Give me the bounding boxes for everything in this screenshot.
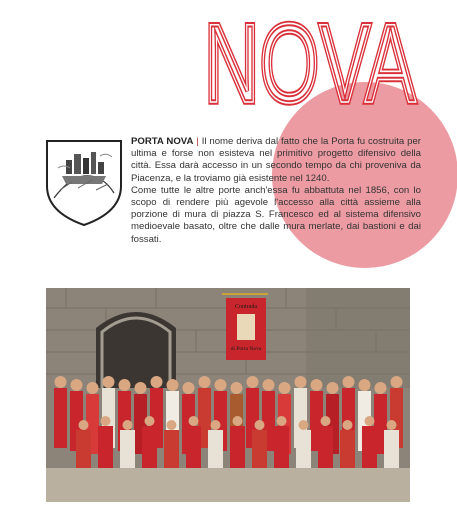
crowd-head <box>135 382 147 394</box>
crowd-child <box>384 430 399 472</box>
crowd-child-head <box>343 420 353 430</box>
crowd-child <box>208 430 223 472</box>
crowd-head <box>215 379 227 391</box>
crowd-child-head <box>255 420 265 430</box>
crowd-child-head <box>299 420 309 430</box>
crowd-child-head <box>233 416 243 426</box>
crowd-head <box>359 379 371 391</box>
crowd-figure <box>54 388 67 448</box>
crowd-head <box>87 382 99 394</box>
crowd-child-head <box>101 416 111 426</box>
crowd-child-head <box>79 420 89 430</box>
banner-line-2: di Porta Nova <box>230 346 262 352</box>
crowd-child <box>120 430 135 472</box>
crowd-head <box>279 382 291 394</box>
crowd-head <box>119 379 131 391</box>
crowd-child <box>252 430 267 472</box>
separator: | <box>196 136 199 147</box>
crowd-head <box>103 376 115 388</box>
crowd-head <box>183 382 195 394</box>
crowd-child <box>296 430 311 472</box>
crowd-child <box>98 426 113 468</box>
crowd-child <box>164 430 179 472</box>
crowd-head <box>167 379 179 391</box>
crowd-child <box>274 426 289 468</box>
crowd-head <box>151 376 163 388</box>
crowd-head <box>327 382 339 394</box>
town-crest-icon <box>44 138 124 228</box>
crowd-child-head <box>123 420 133 430</box>
crowd-head <box>343 376 355 388</box>
crowd-head <box>247 376 259 388</box>
crowd-head <box>231 382 243 394</box>
crowd-child <box>142 426 157 468</box>
crowd-child <box>318 426 333 468</box>
crowd-head <box>311 379 323 391</box>
crowd-head <box>391 376 403 388</box>
crowd-child-head <box>167 420 177 430</box>
page-title <box>200 4 420 114</box>
crowd-child <box>76 430 91 472</box>
crowd-head <box>295 376 307 388</box>
crowd-child-head <box>145 416 155 426</box>
crowd-child-head <box>365 416 375 426</box>
title-inner-line: NOVA <box>204 4 417 114</box>
paragraph-1 <box>131 136 421 185</box>
crowd-head <box>199 376 211 388</box>
crowd-child-head <box>189 416 199 426</box>
paragraph-2: Come tutte le altre porte anch'essa fu abbattuta nel 1856, con lo scopo di rendere più agevole l'accesso alla città assieme alla porzione di mura di piazza S. Francesco ed al sistema difensivo medioevale basato, oltre che dalle mura merlate, dai bastioni e dai fossati. <box>131 184 421 245</box>
crowd-head <box>71 379 83 391</box>
crowd-child-head <box>321 416 331 426</box>
crowd-head <box>55 376 67 388</box>
crowd-child <box>186 426 201 468</box>
crowd-child <box>362 426 377 468</box>
crowd-head <box>375 382 387 394</box>
title-text: NOVA <box>204 4 417 114</box>
crowd-child-head <box>277 416 287 426</box>
lead-title: PORTA NOVA <box>131 136 194 147</box>
banner-line-1: Contrada <box>235 304 257 310</box>
group-photo-image <box>46 288 410 502</box>
crowd-child <box>340 430 355 472</box>
article-text <box>131 136 421 246</box>
paragraph-1-body: Il nome deriva dal fatto che la Porta fu costruita per ultima e forse non esisteva nel primitivo progetto difensivo della città. Essa darà accesso in un secondo tempo da chi proveniva da Piacenza, e la troviamo già esistente nel 1240. <box>131 136 421 184</box>
crowd-child-head <box>387 420 397 430</box>
crowd-head <box>263 379 275 391</box>
crowd-child-head <box>211 420 221 430</box>
crowd-child <box>230 426 245 468</box>
